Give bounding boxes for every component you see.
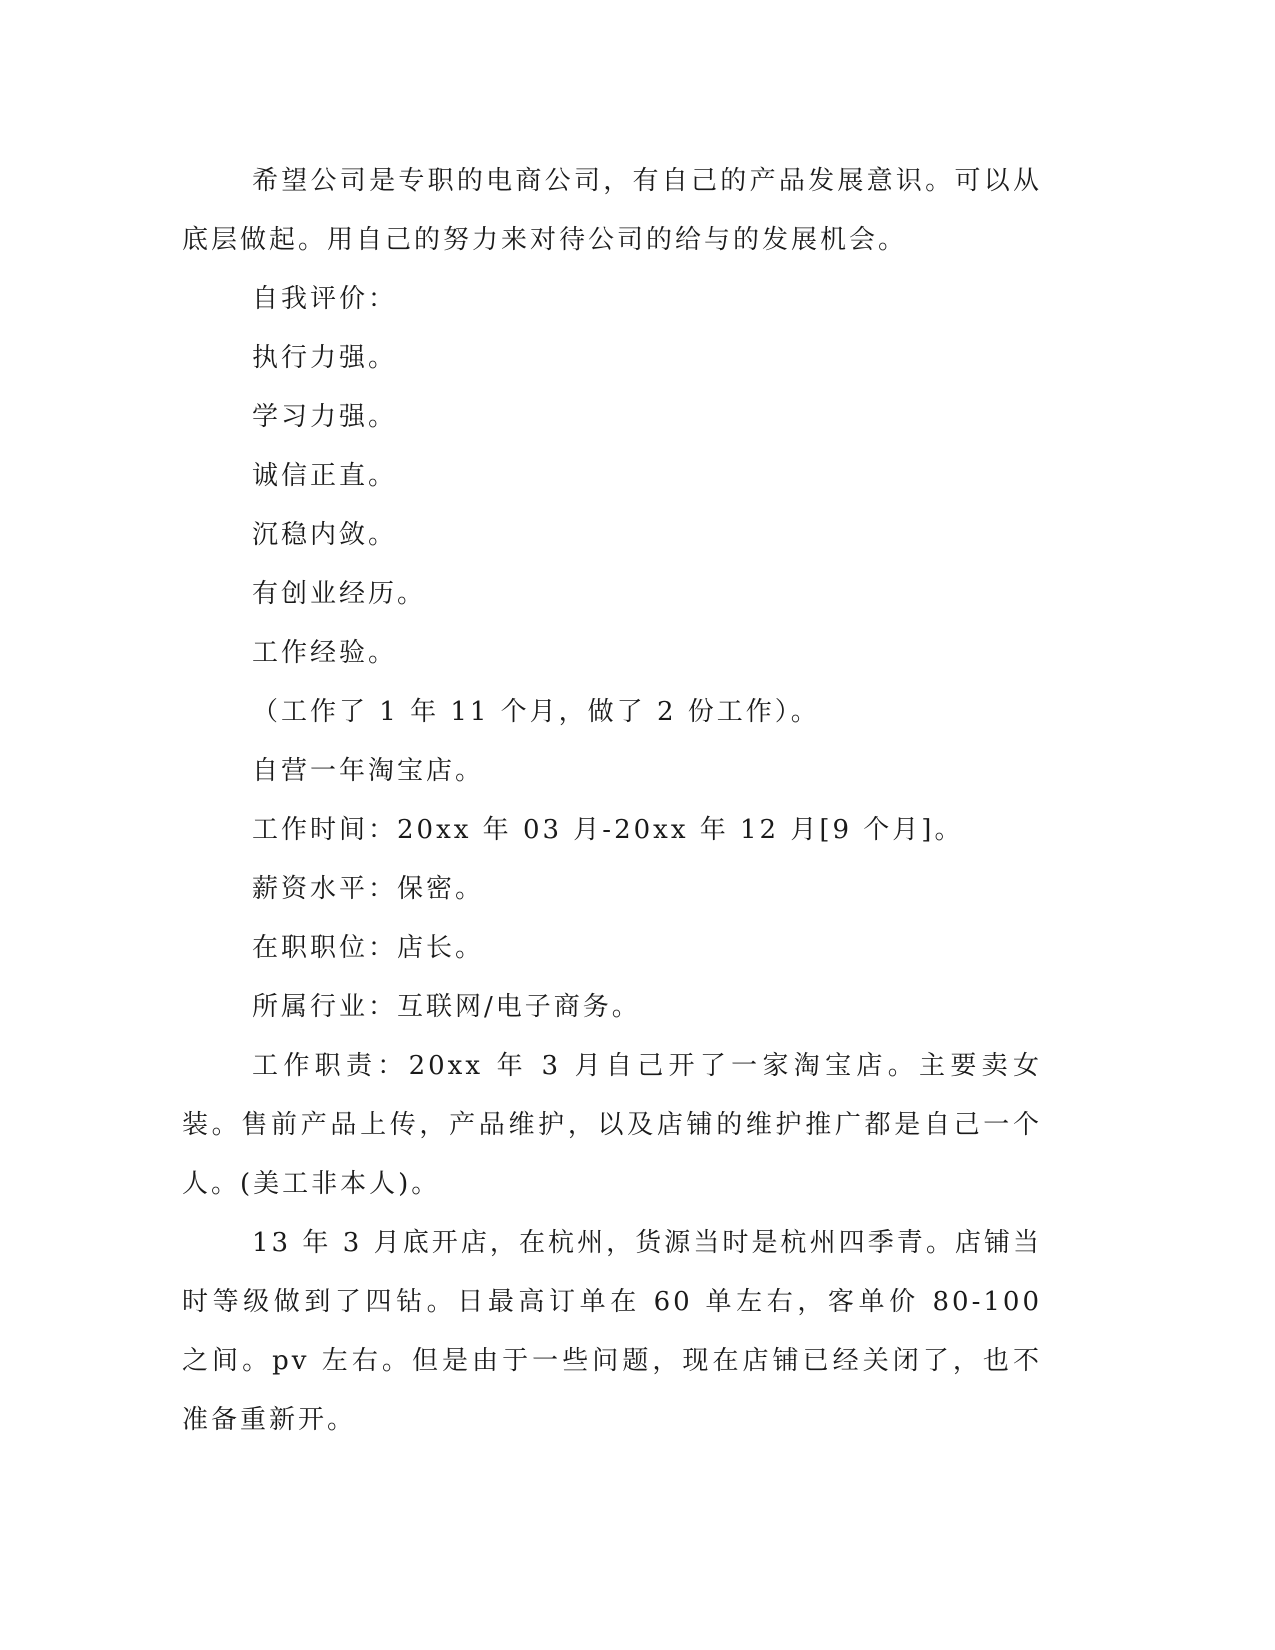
paragraph-company-hope: 希望公司是专职的电商公司，有自己的产品发展意识。可以从底层做起。用自己的努力来对待公司的给与的发展机会。 xyxy=(182,166,1042,255)
position: 在职职位：店长。 xyxy=(252,933,485,963)
heading-work-experience: 工作经验。 xyxy=(252,638,398,668)
list-item-startup: 有创业经历。 xyxy=(252,579,427,609)
work-summary: （工作了 1 年 11 个月，做了 2 份工作）。 xyxy=(252,697,820,727)
paragraph-shop-history: 13 年 3 月底开店，在杭州，货源当时是杭州四季青。店铺当时等级做到了四钻。日最高订单在 60 单左右，客单价 80-100 之间。pv 左右。但是由于一些问题，现在店铺已经关闭了，也不准备重新开。 xyxy=(182,1228,1042,1435)
job-title-taobao: 自营一年淘宝店。 xyxy=(252,756,485,786)
list-item-learning: 学习力强。 xyxy=(252,402,398,432)
industry: 所属行业：互联网/电子商务。 xyxy=(252,992,641,1022)
list-item-steady: 沉稳内敛。 xyxy=(252,520,398,550)
heading-self-evaluation: 自我评价： xyxy=(252,284,398,314)
list-item-execution: 执行力强。 xyxy=(252,343,398,373)
work-period: 工作时间：20xx 年 03 月-20xx 年 12 月[9 个月]。 xyxy=(252,815,964,845)
document-page xyxy=(182,152,1042,1450)
salary-level: 薪资水平：保密。 xyxy=(252,874,485,904)
paragraph-responsibilities: 工作职责：20xx 年 3 月自己开了一家淘宝店。主要卖女装。售前产品上传，产品维护，以及店铺的维护推广都是自己一个人。(美工非本人)。 xyxy=(182,1051,1042,1199)
list-item-integrity: 诚信正直。 xyxy=(252,461,398,491)
